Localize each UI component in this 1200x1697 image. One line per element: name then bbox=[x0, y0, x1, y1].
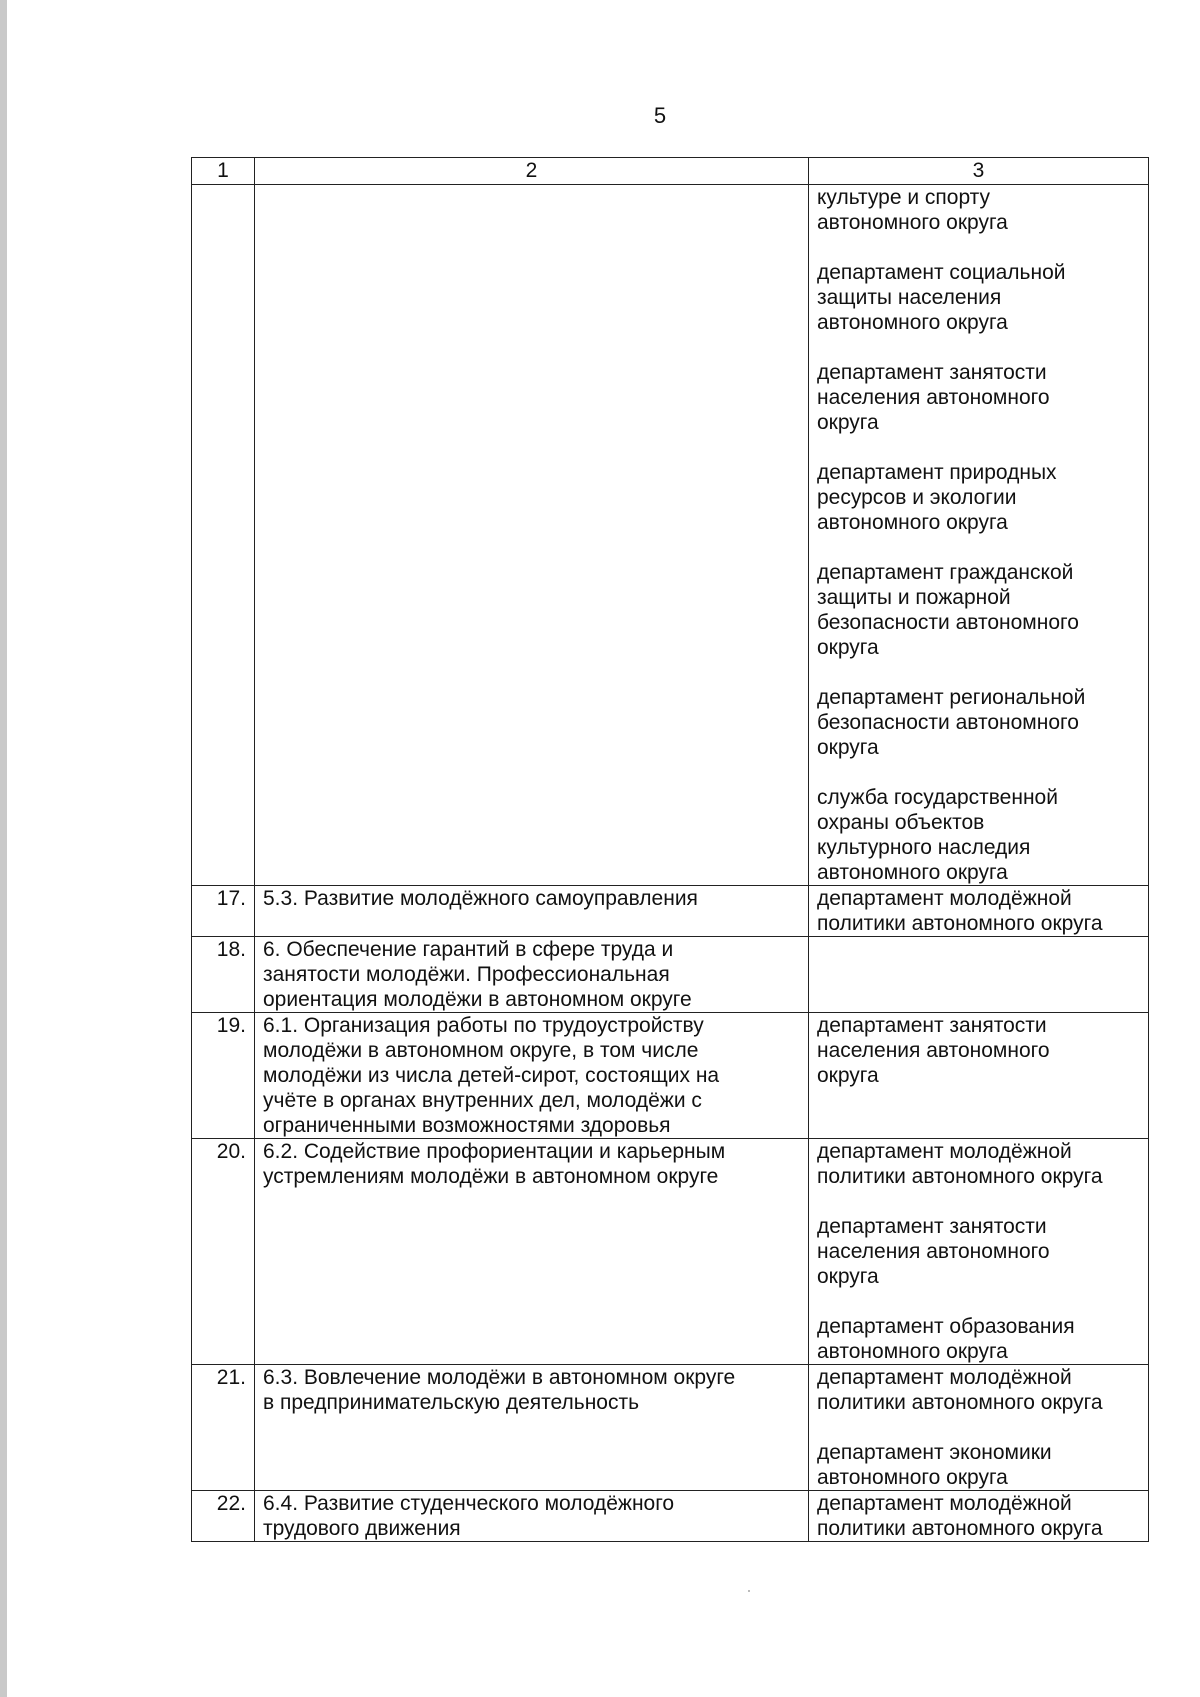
responsible-department: департамент занятости населения автономного округа bbox=[817, 1014, 1050, 1087]
row-responsible-cell bbox=[809, 185, 1149, 886]
measures-table bbox=[191, 157, 1149, 1542]
header-col-measure: 2 bbox=[255, 158, 809, 185]
table-row bbox=[192, 1139, 1149, 1365]
row-responsible-cell bbox=[809, 1139, 1149, 1365]
table-row bbox=[192, 1491, 1149, 1542]
responsible-department: департамент занятости населения автономного округа bbox=[817, 1215, 1050, 1288]
row-measure-text: 5.3. Развитие молодёжного самоуправления bbox=[255, 886, 809, 937]
responsible-department: департамент образования автономного округа bbox=[817, 1315, 1075, 1363]
row-number: 17. bbox=[192, 886, 255, 937]
responsible-department: служба государственной охраны объектов культурного наследия автономного округа bbox=[817, 786, 1058, 884]
row-number: 19. bbox=[192, 1013, 255, 1139]
row-number: 21. bbox=[192, 1365, 255, 1491]
table-header-row bbox=[192, 158, 1149, 185]
row-responsible-cell bbox=[809, 1365, 1149, 1491]
row-responsible-cell bbox=[809, 886, 1149, 937]
scan-left-edge bbox=[0, 0, 7, 1697]
row-number bbox=[192, 185, 255, 886]
table-row bbox=[192, 937, 1149, 1013]
responsible-department: департамент природных ресурсов и экологии автономного округа bbox=[817, 461, 1057, 534]
table-body bbox=[192, 158, 1149, 1542]
row-measure-text: 6.4. Развитие студенческого молодёжного трудового движения bbox=[255, 1491, 809, 1542]
row-measure-text: 6.1. Организация работы по трудоустройству молодёжи в автономном округе, в том числе молодёжи из числа детей-сирот, состоящих на учёте в органах внутренних дел, молодёжи с ограниченными возможностями здоровья bbox=[255, 1013, 809, 1139]
page-number: 5 bbox=[653, 103, 667, 128]
row-responsible-cell bbox=[809, 1491, 1149, 1542]
row-measure-text: 6.2. Содействие профориентации и карьерным устремлениям молодёжи в автономном округе bbox=[255, 1139, 809, 1365]
responsible-department: департамент молодёжной политики автономного округа bbox=[817, 1140, 1103, 1188]
row-responsible-cell bbox=[809, 937, 1149, 1013]
row-measure-text: 6.3. Вовлечение молодёжи в автономном округе в предпринимательскую деятельность bbox=[255, 1365, 809, 1491]
row-responsible-cell bbox=[809, 1013, 1149, 1139]
row-number: 22. bbox=[192, 1491, 255, 1542]
scan-speck bbox=[748, 1590, 750, 1592]
table-row bbox=[192, 185, 1149, 886]
responsible-department: департамент социальной защиты населения автономного округа bbox=[817, 261, 1066, 334]
responsible-department: департамент экономики автономного округа bbox=[817, 1441, 1052, 1489]
row-measure-text bbox=[255, 185, 809, 886]
responsible-department: департамент молодёжной политики автономного округа bbox=[817, 887, 1103, 935]
table-row bbox=[192, 886, 1149, 937]
responsible-department: культуре и спорту автономного округа bbox=[817, 186, 1008, 234]
responsible-department: департамент молодёжной политики автономного округа bbox=[817, 1492, 1103, 1540]
table-row bbox=[192, 1013, 1149, 1139]
responsible-department: департамент молодёжной политики автономного округа bbox=[817, 1366, 1103, 1414]
header-col-number: 1 bbox=[192, 158, 255, 185]
responsible-department: департамент занятости населения автономного округа bbox=[817, 361, 1050, 434]
row-number: 20. bbox=[192, 1139, 255, 1365]
responsible-department: департамент региональной безопасности автономного округа bbox=[817, 686, 1086, 759]
responsible-department: департамент гражданской защиты и пожарной безопасности автономного округа bbox=[817, 561, 1079, 659]
table-row bbox=[192, 1365, 1149, 1491]
row-measure-text: 6. Обеспечение гарантий в сфере труда и занятости молодёжи. Профессиональная ориентация молодёжи в автономном округе bbox=[255, 937, 809, 1013]
header-col-responsible: 3 bbox=[809, 158, 1149, 185]
row-number: 18. bbox=[192, 937, 255, 1013]
